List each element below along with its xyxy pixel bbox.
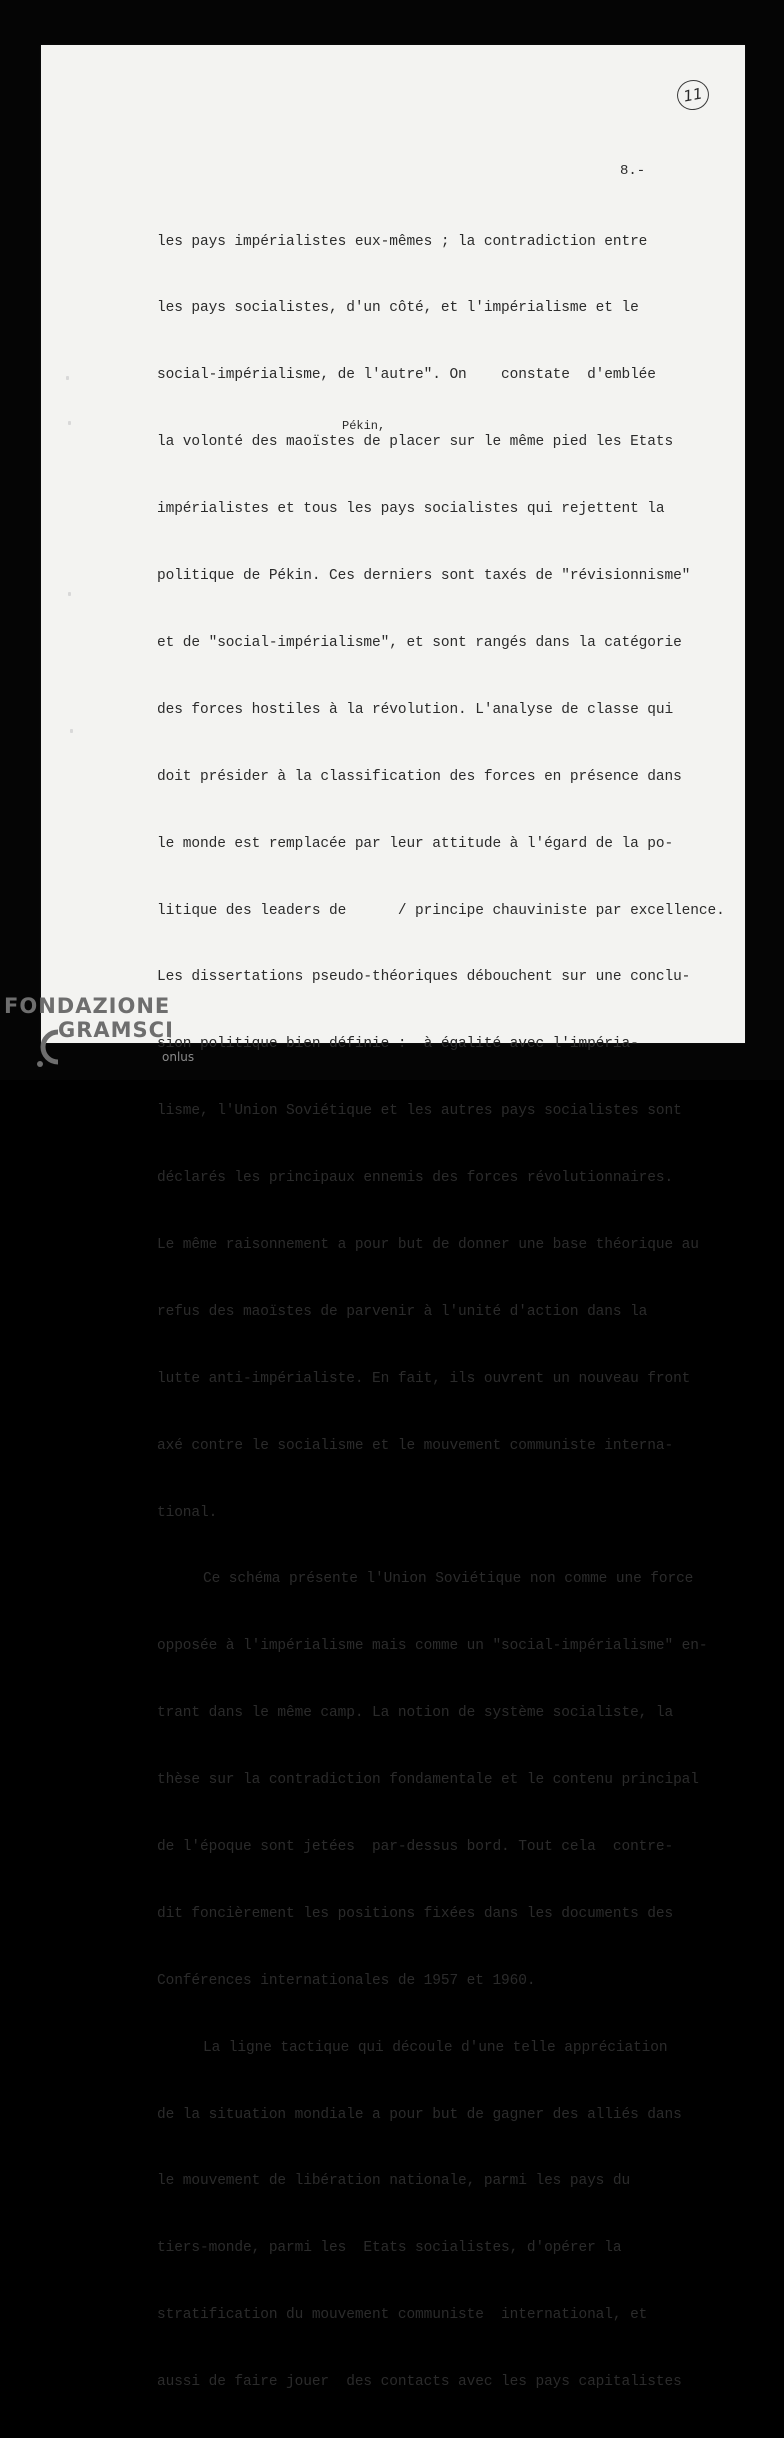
text-line: des forces hostiles à la révolution. L'analyse de classe qui	[157, 701, 674, 718]
page-number: 8.-	[620, 163, 646, 179]
text-line: les pays socialistes, d'un côté, et l'impérialisme et le	[157, 300, 639, 317]
watermark-line2: GRAMSCI	[58, 1018, 174, 1042]
watermark-line1: FONDAZIONE	[4, 994, 171, 1018]
text-line: tional.	[157, 1504, 218, 1521]
text-line: La ligne tactique qui découle d'une telle appréciation	[203, 2039, 668, 2056]
text-line: Les dissertations pseudo-théoriques débouchent sur une conclu-	[157, 969, 691, 986]
margin-mark	[66, 376, 69, 380]
text-line: sion politique bien définie : à égalité avec l'impéria-	[157, 1036, 639, 1053]
text-line: dit foncièrement les positions fixées dans les documents des	[157, 1905, 674, 1922]
text-line: thèse sur la contradiction fondamentale et le contenu principal	[157, 1772, 699, 1789]
text-line: Le même raisonnement a pour but de donner une base théorique au	[157, 1236, 699, 1253]
text-line: déclarés les principaux ennemis des forces révolutionnaires.	[157, 1170, 674, 1187]
text-line: lisme, l'Union Soviétique et les autres pays socialistes sont	[157, 1103, 682, 1120]
archive-number-stamp: 11	[675, 77, 712, 112]
typewritten-text	[157, 186, 725, 2438]
text-line: tiers-monde, parmi les Etats socialistes, d'opérer la	[157, 2240, 622, 2257]
handwritten-correction: Pékin,	[342, 419, 386, 433]
text-line: axé contre le socialisme et le mouvement communiste interna-	[157, 1437, 674, 1454]
text-line: de la situation mondiale a pour but de gagner des alliés dans	[157, 2106, 682, 2123]
text-line: le mouvement de libération nationale, parmi les pays du	[157, 2173, 631, 2190]
margin-mark	[68, 421, 71, 425]
text-line: social-impérialisme, de l'autre". On constate d'emblée	[157, 367, 656, 384]
watermark-onlus: onlus	[162, 1050, 195, 1064]
text-line: aussi de faire jouer des contacts avec les pays capitalistes	[157, 2374, 682, 2391]
margin-mark	[68, 592, 71, 596]
text-line: stratification du mouvement communiste international, et	[157, 2307, 648, 2324]
text-line: refus des maoïstes de parvenir à l'unité d'action dans la	[157, 1303, 648, 1320]
text-line: trant dans le même camp. La notion de système socialiste, la	[157, 1705, 674, 1722]
text-line: la volonté des maoïstes de placer sur le même pied les Etats	[157, 434, 674, 451]
text-line: les pays impérialistes eux-mêmes ; la contradiction entre	[157, 233, 648, 250]
text-line: Conférences internationales de 1957 et 1960.	[157, 1972, 536, 1989]
text-line: impérialistes et tous les pays socialistes qui rejettent la	[157, 501, 665, 518]
text-line: opposée à l'impérialisme mais comme un "social-impérialisme" en-	[157, 1638, 708, 1655]
text-line: de l'époque sont jetées par-dessus bord. Tout cela contre-	[157, 1838, 674, 1855]
text-line: et de "social-impérialisme", et sont rangés dans la catégorie	[157, 634, 682, 651]
text-line: doit présider à la classification des forces en présence dans	[157, 768, 682, 785]
margin-mark	[70, 729, 73, 733]
fondazione-gramsci-watermark	[4, 994, 204, 1074]
text-line: lutte anti-impérialiste. En fait, ils ouvrent un nouveau front	[157, 1370, 691, 1387]
text-line: politique de Pékin. Ces derniers sont taxés de "révisionnisme"	[157, 568, 691, 585]
text-line: Ce schéma présente l'Union Soviétique non comme une force	[203, 1571, 694, 1588]
gramsci-logo-icon	[32, 1024, 64, 1070]
text-line: litique des leaders de / principe chauviniste par excellence.	[157, 902, 725, 919]
text-line: le monde est remplacée par leur attitude à l'égard de la po-	[157, 835, 674, 852]
